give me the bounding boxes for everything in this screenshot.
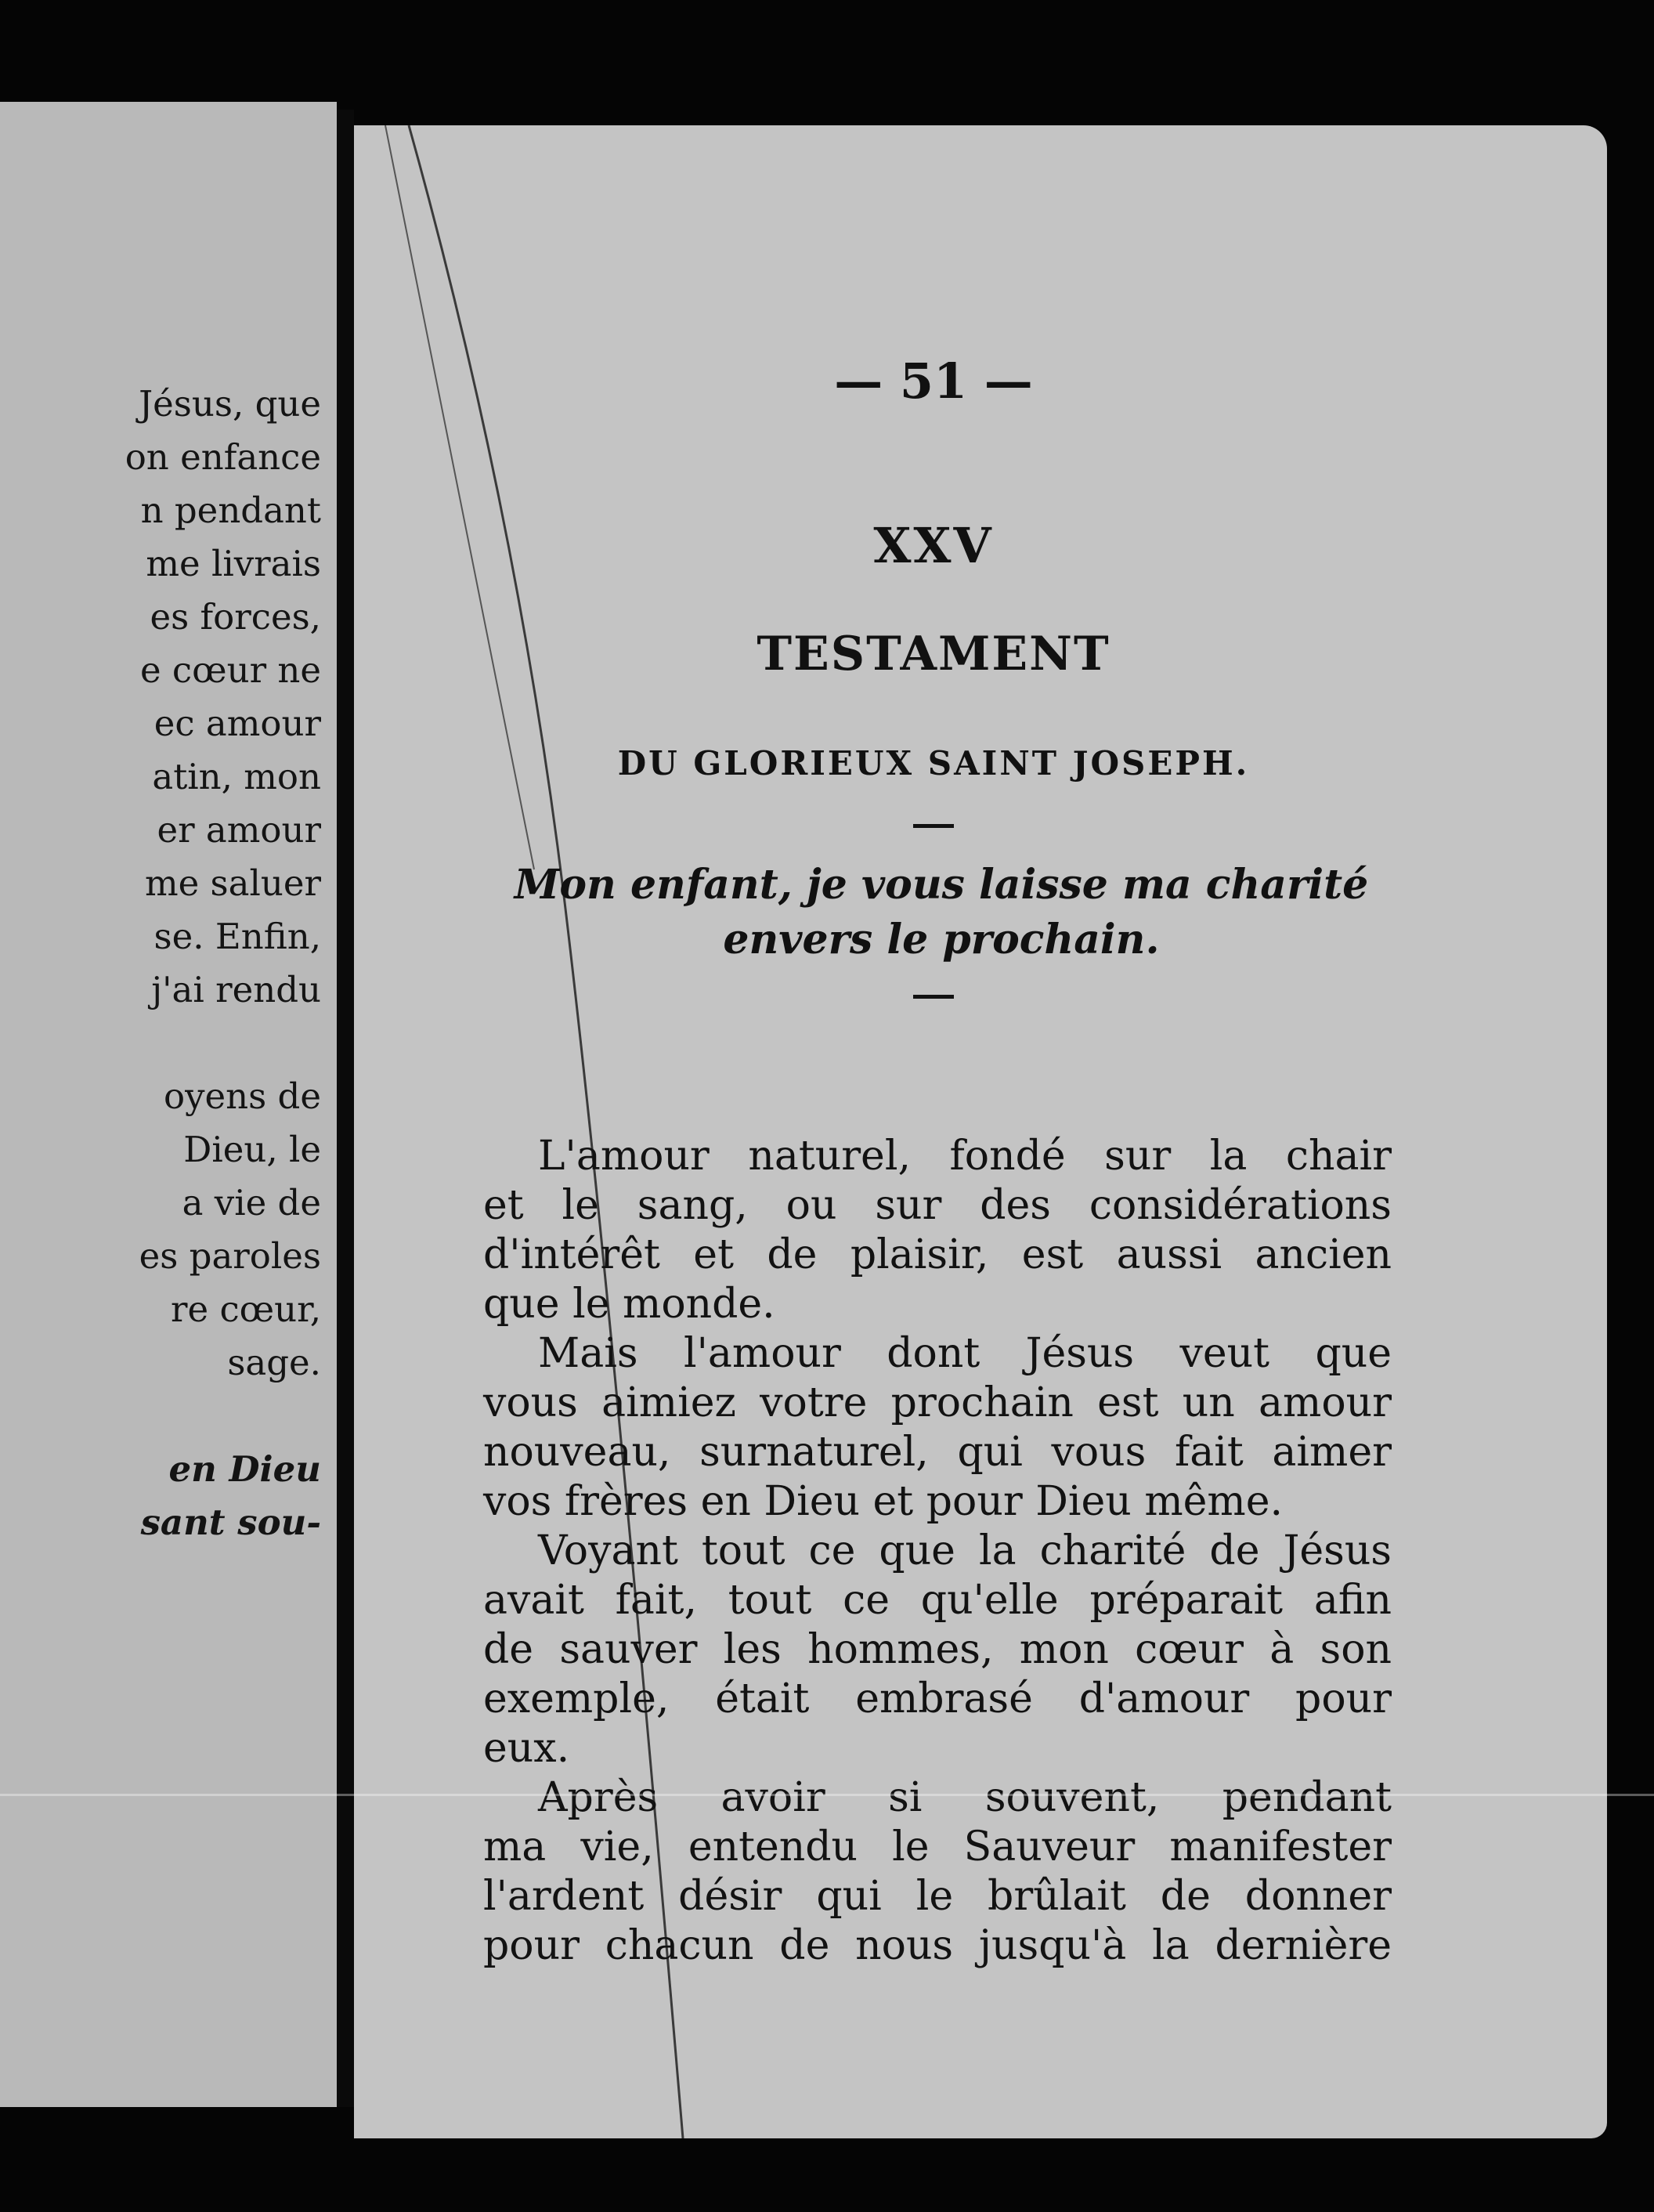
body-line: exemple, était embrasé d'amour pour [483,1675,1392,1722]
body-line: de sauver les hommes, mon cœur à son [483,1626,1392,1673]
divider-rule [913,995,954,999]
left-line: se. Enfin, [153,916,321,957]
section-number: XXV [873,517,994,574]
body-text [483,1132,1392,1971]
body-line: eux. [483,1725,570,1772]
body-line: et le sang, ou sur des considérations [483,1182,1392,1229]
body-line: vous aimiez votre prochain est un amour [483,1379,1392,1426]
body-line: d'intérêt et de plaisir, est aussi ancien [483,1231,1392,1278]
body-line: avait fait, tout ce qu'elle préparait afin [483,1577,1392,1624]
epigraph [487,858,1396,967]
chapter-title: TESTAMENT [757,627,1110,681]
left-line: me saluer [144,862,321,904]
epigraph-line: Mon enfant, je vous laisse ma charité [514,861,1369,909]
page-number: — 51 — [834,352,1033,410]
body-line: que le monde. [483,1281,775,1328]
body-line: L'amour naturel, fondé sur la chair [538,1133,1392,1180]
body-line: Après avoir si souvent, pendant [538,1774,1392,1821]
left-line: sage. [227,1342,321,1383]
left-line: ec amour [153,703,321,744]
left-line: atin, mon [152,756,321,797]
left-line: re cœur, [171,1289,321,1330]
left-line: Jésus, que [139,383,321,425]
right-page [354,125,1607,2138]
left-line: on enfance [125,436,321,478]
left-line: oyens de [164,1075,321,1117]
left-page [0,102,337,2107]
left-line: a vie de [182,1182,321,1223]
body-line: l'ardent désir qui le brûlait de donner [483,1873,1392,1920]
body-line: Voyant tout ce que la charité de Jésus [538,1527,1392,1574]
body-line: pour chacun de nous jusqu'à la dernière [483,1922,1392,1969]
body-line: nouveau, surnaturel, qui vous fait aimer [483,1429,1392,1476]
left-line: es paroles [139,1235,321,1277]
left-line: Dieu, le [183,1129,321,1170]
left-line: en Dieu [168,1448,321,1490]
chapter-subtitle: DU GLORIEUX SAINT JOSEPH. [617,744,1250,783]
book-gutter [337,110,354,2107]
left-line [0,1390,321,1443]
left-line: j'ai rendu [151,969,321,1010]
left-line [0,1017,321,1070]
left-line: er amour [157,809,321,851]
left-line: e cœur ne [139,649,321,691]
scan-artifact-line [0,1794,1654,1796]
left-page-text [0,378,321,1549]
body-line: vos frères en Dieu et pour Dieu même. [483,1478,1284,1525]
divider-rule [913,824,954,828]
body-line: ma vie, entendu le Sauveur manifester [483,1823,1392,1870]
left-line: me livrais [146,543,321,584]
epigraph-line: envers le prochain. [723,916,1160,963]
left-line: es forces, [150,596,321,638]
body-line: Mais l'amour dont Jésus veut que [538,1330,1392,1377]
left-line: n pendant [140,490,321,531]
left-line: sant sou- [140,1502,321,1543]
